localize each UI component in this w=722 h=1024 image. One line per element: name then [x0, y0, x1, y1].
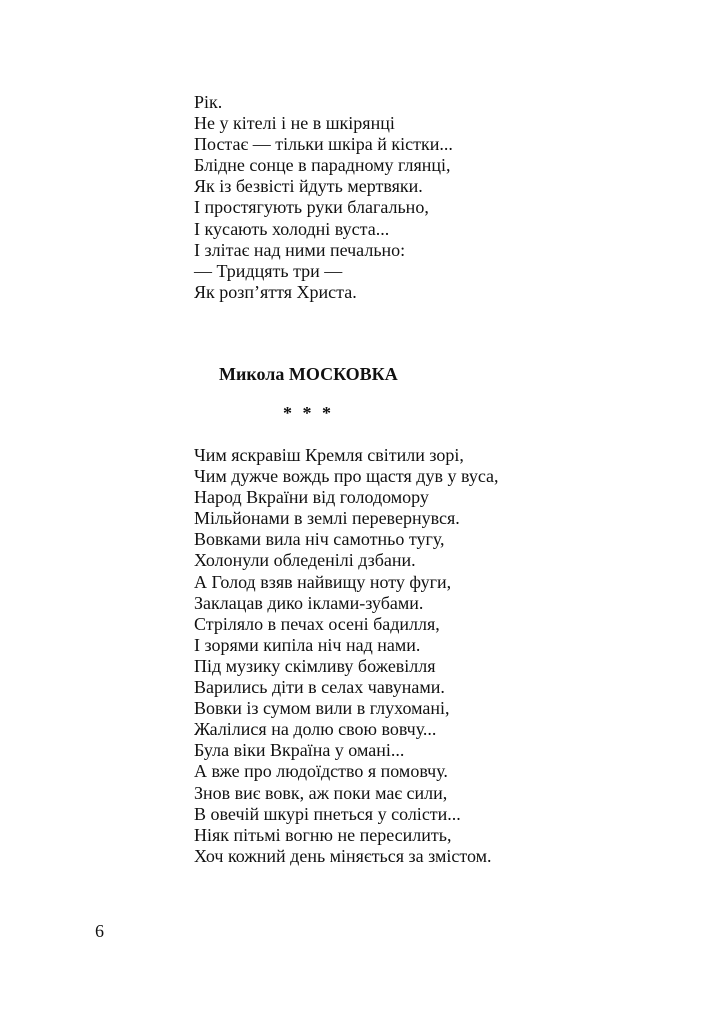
- poem-body: [194, 445, 499, 867]
- poem-line: — Тридцять три —: [194, 260, 343, 281]
- poem-line: І злітає над ними печально:: [194, 239, 406, 260]
- poem-line: Рік.: [194, 92, 223, 112]
- poem-line: І кусають холодні вуста...: [194, 218, 390, 239]
- poem-line: Народ Вкраїни від голодомору: [194, 487, 429, 508]
- poem-line: Не у кітелі і не в шкірянці: [194, 113, 395, 134]
- poem-line: Хоч кожний день міняється за змістом.: [194, 845, 492, 866]
- page-number: 6: [95, 921, 104, 941]
- poem-line: Вовками вила ніч самотньо тугу,: [194, 529, 445, 550]
- poem-line: В овечій шкурі пнеться у солісти...: [194, 803, 461, 824]
- poem-line: Блідне сонце в парадному глянці,: [194, 155, 451, 176]
- poem-stanza: [194, 92, 453, 303]
- poem-line: Знов виє вовк, аж поки має сили,: [194, 782, 448, 803]
- poem-line: Як із безвісті йдуть мертвяки.: [194, 176, 423, 197]
- poem-line: Як розп’яття Христа.: [194, 281, 357, 302]
- poem-line: Вовки із сумом вили в глухомані,: [194, 698, 450, 719]
- poem-line: Ніяк пітьмі вогню не пересилить,: [194, 824, 452, 845]
- author-heading: Микола МОСКОВКА: [219, 364, 398, 384]
- poem-line: Мільйонами в землі перевернувся.: [194, 508, 460, 529]
- poem-line: Чим дужче вождь про щастя дув у вуса,: [194, 466, 499, 487]
- poem-line: Варились діти в селах чавунами.: [194, 677, 445, 698]
- poem-line: Заклацав дико іклами-зубами.: [194, 592, 424, 613]
- poem-line: А Голод взяв найвищу ноту фуги,: [194, 571, 452, 592]
- poem-line: Постає — тільки шкіра й кістки...: [194, 134, 453, 155]
- poem-line: Стріляло в печах осені бадилля,: [194, 613, 440, 634]
- poem-line: Під музику скімливу божевілля: [194, 655, 436, 676]
- poem-line: Холонули обледенілі дзбани.: [194, 550, 416, 571]
- poem-line: Була віки Вкраїна у омані...: [194, 740, 405, 761]
- poem-line: Чим яскравіш Кремля світили зорі,: [194, 445, 464, 465]
- poem-line: І простягують руки благально,: [194, 197, 429, 218]
- stanza-separator: * * *: [283, 403, 334, 423]
- poem-line: І зорями кипіла ніч над нами.: [194, 634, 421, 655]
- poem-line: А вже про людоїдство я помовчу.: [194, 761, 448, 782]
- poem-line: Жалілися на долю свою вовчу...: [194, 719, 437, 740]
